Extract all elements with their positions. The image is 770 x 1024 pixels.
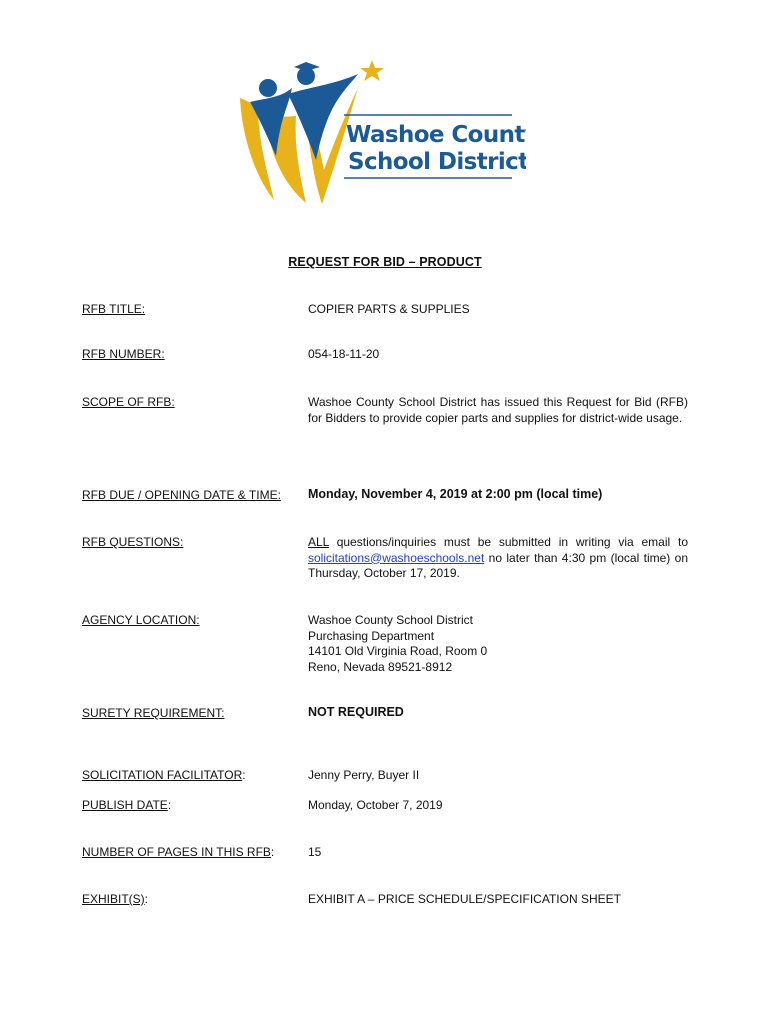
facilitator-label xyxy=(82,768,246,783)
rfb-title-value: COPIER PARTS & SUPPLIES xyxy=(308,302,470,316)
surety-label: SURETY REQUIREMENT: xyxy=(82,706,225,720)
page-count-label xyxy=(82,845,274,860)
exhibits-label-colon: : xyxy=(144,892,149,906)
questions-value xyxy=(308,535,688,582)
facilitator-value: Jenny Perry, Buyer II xyxy=(308,768,420,782)
logo-child-head xyxy=(259,79,277,97)
logo-wordmark-line2: School District xyxy=(348,149,526,175)
district-logo-graphic xyxy=(236,58,526,208)
agency-city: Reno, Nevada 89521-8912 xyxy=(308,659,453,674)
rfb-number-value: 054-18-11-20 xyxy=(308,347,380,361)
scope-value: Washoe County School District has issued this Request for Bid (RFB) for Bidders to provide copier parts and supplies for district-wide usage. xyxy=(308,395,688,425)
document-title: REQUEST FOR BID – PRODUCT xyxy=(288,255,482,269)
publish-date-label-colon: : xyxy=(167,798,172,812)
due-date-value: Monday, November 4, 2019 at 2:00 pm (local time) xyxy=(308,487,603,501)
exhibits-label-text: EXHIBIT(S) xyxy=(82,892,145,906)
questions-text-after-email: no later than 4:30 pm (local time) on Thursday, October 17, 2019. xyxy=(308,550,688,580)
agency-department: Purchasing Department xyxy=(308,628,435,643)
solicitations-email-link[interactable]: solicitations@washoeschools.net xyxy=(308,550,485,565)
logo-graduate-cap xyxy=(294,62,320,71)
questions-all-word: ALL xyxy=(308,535,329,549)
due-date-label: RFB DUE / OPENING DATE & TIME: xyxy=(82,488,281,502)
agency-name: Washoe County School District xyxy=(308,613,473,627)
facilitator-label-text: SOLICITATION FACILITATOR xyxy=(82,768,243,782)
surety-value: NOT REQUIRED xyxy=(308,705,404,719)
rfb-number-label: RFB NUMBER: xyxy=(82,347,165,361)
publish-date-label xyxy=(82,798,171,813)
questions-label: RFB QUESTIONS: xyxy=(82,535,184,549)
agency-street: 14101 Old Virginia Road, Room 0 xyxy=(308,644,488,658)
rfb-title-label: RFB TITLE: xyxy=(82,302,146,316)
publish-date-label-text: PUBLISH DATE xyxy=(82,798,168,812)
scope-label: SCOPE OF RFB: xyxy=(82,395,175,409)
star-icon xyxy=(360,60,384,81)
agency-location-value xyxy=(308,613,688,675)
publish-date-value: Monday, October 7, 2019 xyxy=(308,798,443,812)
questions-text-before-email: questions/inquiries must be submitted in writing via email to xyxy=(328,535,688,549)
facilitator-label-colon: : xyxy=(242,768,246,782)
logo-wordmark-line1: Washoe County xyxy=(346,122,526,148)
agency-location-label: AGENCY LOCATION: xyxy=(82,613,200,627)
page-count-value: 15 xyxy=(308,845,322,859)
exhibits-label xyxy=(82,892,148,907)
page-count-label-text: NUMBER OF PAGES IN THIS RFB xyxy=(82,845,271,859)
page-count-label-colon: : xyxy=(270,845,275,859)
district-logo xyxy=(236,58,526,208)
exhibits-value: EXHIBIT A – PRICE SCHEDULE/SPECIFICATION SHEET xyxy=(308,892,621,906)
